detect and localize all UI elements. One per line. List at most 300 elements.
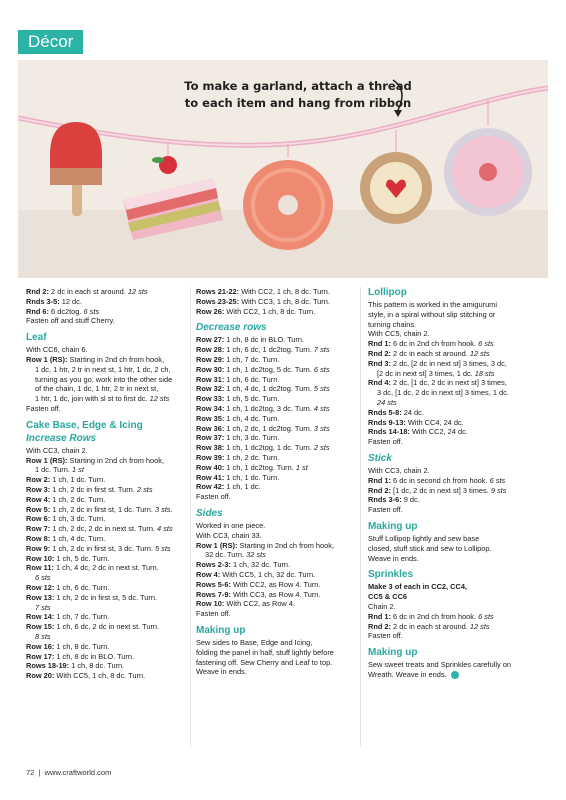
row-text: Fasten off. xyxy=(368,437,403,447)
stitch-count: 12 sts xyxy=(469,348,490,358)
garland-note-line-1: To make a garland, attach a thread xyxy=(184,79,412,93)
row-label: Row 14: xyxy=(26,612,55,622)
row-label: Row 27: xyxy=(196,335,225,345)
instruction-line xyxy=(368,544,546,554)
row-text: closed, stuff stick and sew to Lollipop. xyxy=(368,543,492,553)
row-label: Row 9: xyxy=(26,543,51,553)
row-label: Row 13: xyxy=(26,592,55,602)
row-label: Row 3: xyxy=(26,484,51,494)
row-text: 1 ch, 2 dc, 2 dc in next st. Turn. xyxy=(50,524,158,534)
row-label: Row 30: xyxy=(196,364,225,374)
row-text: 1 ch, 6 dc, 2 dc in next st. Turn. xyxy=(54,622,160,632)
instruction-line xyxy=(26,622,186,632)
row-label: Row 41: xyxy=(196,472,225,482)
row-label: Rnd 1: xyxy=(368,611,391,621)
row-text: Starting in 2nd ch from hook, xyxy=(237,540,335,550)
row-text: 32 dc. Turn. xyxy=(205,550,247,560)
instruction-line xyxy=(26,485,186,495)
row-label: Row 7: xyxy=(26,524,51,534)
row-text: 1 ch, 3 dc. Turn. xyxy=(224,433,280,443)
stitch-count: 6 sts xyxy=(313,364,330,374)
subsection-heading: Decrease rows xyxy=(196,322,267,334)
instruction-line xyxy=(196,404,354,414)
row-label: Row 31: xyxy=(196,374,225,384)
row-text: 1 ch, 2 dc in first st. Turn. xyxy=(50,484,137,494)
section-heading: Leaf xyxy=(26,332,47,344)
row-label: Rnds 9-13: xyxy=(368,417,406,427)
instruction-line xyxy=(368,612,546,622)
row-text: 1 htr, 1 dc, join with sl st to first dc. xyxy=(35,394,150,404)
row-label: Row 32: xyxy=(196,384,225,394)
instruction-line xyxy=(368,349,546,359)
row-label: Row 39: xyxy=(196,452,225,462)
row-label: Rows 7-9: xyxy=(196,589,231,599)
instruction-line xyxy=(26,554,186,564)
instruction-line xyxy=(368,388,546,398)
instruction-line xyxy=(26,632,186,642)
row-text: 2 dc in each st around. xyxy=(49,287,128,296)
row-text: 2 dc, [2 dc in next st] 3 times, 3 dc, xyxy=(391,358,507,368)
instruction-line xyxy=(196,307,354,317)
row-text: With CC3, 1 ch, 8 dc. Turn. xyxy=(239,296,330,306)
instruction-line xyxy=(368,300,546,310)
instruction-line xyxy=(196,287,354,297)
instruction-line xyxy=(26,544,186,554)
row-text: 6 dc2tog. xyxy=(49,306,84,316)
garland-photo xyxy=(18,60,548,278)
row-text: 1 ch, 8 dc in BLO. Turn. xyxy=(54,651,135,661)
instruction-line xyxy=(368,631,546,641)
instruction-line xyxy=(26,465,186,475)
instruction-line xyxy=(196,482,354,492)
row-text: 6 dc in 2nd ch from hook. xyxy=(391,611,479,621)
instruction-line xyxy=(26,583,186,593)
row-text: 1 ch, 8 dc. Turn. xyxy=(69,661,125,671)
row-text: 1 ch, 2 dc. Turn. xyxy=(50,494,106,504)
stitch-count: 6 sts xyxy=(478,339,494,349)
row-text: 1 ch, 2 dc. Turn. xyxy=(224,452,280,462)
row-text: 6 dc in 2nd ch from hook. xyxy=(391,339,479,349)
instruction-line xyxy=(26,307,186,317)
row-text: 1 ch, 7 dc. Turn. xyxy=(54,612,110,622)
row-text: Weave in ends. xyxy=(196,667,247,677)
row-label: Row 42: xyxy=(196,482,225,492)
row-text: 1 ch, 32 dc. Turn. xyxy=(230,560,291,570)
row-text: Weave in ends. xyxy=(368,553,419,563)
row-text: 1 ch, 4 dc. Turn. xyxy=(50,533,106,543)
instruction-line xyxy=(196,453,354,463)
row-text: 1 ch, 6 dc. Turn. xyxy=(224,374,280,384)
page-number: 72 xyxy=(26,768,35,777)
row-text: Wreath. Weave in ends. xyxy=(368,669,447,679)
row-text: With CC3, chain 2. xyxy=(26,445,88,455)
section-heading: Making up xyxy=(196,624,246,636)
row-text: Fasten off. xyxy=(196,492,231,502)
instruction-line xyxy=(368,320,546,330)
subsection-heading: Increase Rows xyxy=(26,432,97,444)
row-text: With CC3, chain 33. xyxy=(196,530,262,540)
row-label: Rows 23-25: xyxy=(196,296,240,306)
row-label: Row 2: xyxy=(26,475,51,485)
stitch-count: 8 sts xyxy=(35,631,51,641)
instruction-line xyxy=(368,378,546,388)
instruction-line xyxy=(196,521,354,531)
row-text: Stuff Lollipop lightly and sew base xyxy=(368,533,480,543)
instruction-line xyxy=(368,670,546,680)
row-text: 1 dc. Turn. xyxy=(35,465,72,475)
row-text: Sew sweet treats and Sprinkles carefully on xyxy=(368,660,511,670)
row-text: 3 dc, [1 dc, 2 dc in next st] 3 times, 1 dc. xyxy=(377,388,509,398)
instruction-line xyxy=(196,550,354,560)
stitch-count: 7 sts xyxy=(35,602,51,612)
instruction-line xyxy=(368,418,546,428)
instruction-line xyxy=(368,398,546,408)
instruction-line xyxy=(26,642,186,652)
row-text: Fasten off. xyxy=(26,403,61,413)
row-text: With CC5, 1 ch, 8 dc. Turn. xyxy=(54,671,146,681)
row-text: 1 ch, 2 dc in first st, 1 dc. Turn. xyxy=(50,504,155,514)
instruction-line xyxy=(196,384,354,394)
instruction-line xyxy=(26,524,186,534)
stitch-count: 4 sts xyxy=(313,403,330,413)
instruction-line xyxy=(368,495,546,505)
instruction-line xyxy=(368,534,546,544)
garland-note xyxy=(178,78,418,112)
instruction-line xyxy=(26,375,186,385)
row-text: 1 ch, 1 dc2tog, 5 dc. Turn. xyxy=(224,364,314,374)
row-text: With CC2, as Row 4. Turn. xyxy=(230,579,321,589)
row-text: [2 dc in next st] 3 times, 1 dc. xyxy=(377,368,475,378)
row-label: Row 36: xyxy=(196,423,225,433)
row-text: 1 ch, 1 dc2tog, 3 dc. Turn. xyxy=(224,403,314,413)
row-text: 1 ch, 1 dc. Turn. xyxy=(50,475,106,485)
instruction-line xyxy=(26,612,186,622)
row-label: Rnds 3-6: xyxy=(368,495,402,505)
instruction-line xyxy=(368,476,546,486)
instruction-line xyxy=(368,505,546,515)
instruction-line xyxy=(26,365,186,375)
section-heading: Making up xyxy=(368,647,418,659)
row-text: Fasten off. xyxy=(368,631,403,641)
row-text: Fasten off. xyxy=(368,505,403,515)
stitch-count: 5 sts xyxy=(154,543,171,553)
row-text: 1 ch, 8 dc. Turn. xyxy=(54,641,110,651)
row-text: folding the panel in half, stuff lightly before xyxy=(196,647,334,657)
row-label: Row 38: xyxy=(196,443,225,453)
pattern-column-2 xyxy=(196,287,354,677)
page-footer: 72 | www.craftworld.com xyxy=(26,768,112,777)
instruction-line xyxy=(368,660,546,670)
instruction-line xyxy=(368,339,546,349)
row-text: 1 ch, 8 dc in BLO. Turn. xyxy=(224,335,305,345)
instruction-line xyxy=(26,316,186,326)
row-label: Row 15: xyxy=(26,622,55,632)
column-divider xyxy=(360,287,361,747)
pattern-column-3 xyxy=(368,287,546,680)
section-tab: Décor xyxy=(18,30,83,54)
row-text: 9 dc. xyxy=(401,495,420,505)
row-text: Starting in 2nd ch from hook, xyxy=(67,354,165,364)
row-text: With CC6, chain 6. xyxy=(26,345,88,355)
row-text: With CC2, 24 dc. xyxy=(409,427,468,437)
row-label: Rnd 6: xyxy=(26,306,49,316)
instruction-line xyxy=(26,505,186,515)
row-text: 1 dc, 1 htr, 2 tr in next st, 1 htr, 1 dc, 2 ch, xyxy=(35,364,171,374)
row-text: 1 ch, 1 dc. xyxy=(224,482,261,492)
instruction-line xyxy=(26,495,186,505)
instruction-line xyxy=(26,384,186,394)
instruction-line xyxy=(368,622,546,632)
instruction-line xyxy=(196,560,354,570)
instruction-line xyxy=(196,394,354,404)
instruction-line xyxy=(196,297,354,307)
row-text: style, in a spiral without slip stitching or xyxy=(368,309,496,319)
instruction-note: CC5 & CC6 xyxy=(368,592,408,602)
instruction-note: Make 3 of each in CC2, CC4, xyxy=(368,582,467,592)
stitch-count: 6 sts xyxy=(489,475,506,485)
instruction-line xyxy=(196,473,354,483)
row-label: Row 1 (RS): xyxy=(196,540,238,550)
subsection-heading: Sides xyxy=(196,507,223,519)
instruction-line xyxy=(26,404,186,414)
section-heading: Sprinkles xyxy=(368,569,414,581)
row-label: Row 35: xyxy=(196,413,225,423)
row-text: 1 ch, 3 dc. Turn. xyxy=(50,514,106,524)
row-text: With CC2, as Row 4. xyxy=(224,599,295,609)
instruction-line xyxy=(26,573,186,583)
garland-note-line-2: to each item and hang from ribbon xyxy=(184,96,412,110)
website-link[interactable]: www.craftworld.com xyxy=(44,768,112,777)
instruction-line xyxy=(26,652,186,662)
row-label: Rnd 1: xyxy=(368,475,391,485)
instruction-line xyxy=(368,437,546,447)
row-label: Row 16: xyxy=(26,641,55,651)
row-label: Row 20: xyxy=(26,671,55,681)
instruction-line xyxy=(26,475,186,485)
row-text: This pattern is worked in the amigurumi xyxy=(368,300,497,309)
row-label: Rnd 2: xyxy=(368,485,391,495)
row-label: Row 10: xyxy=(26,553,55,563)
instruction-line xyxy=(196,355,354,365)
instruction-line xyxy=(196,433,354,443)
instruction-line xyxy=(368,486,546,496)
instruction-line xyxy=(368,466,546,476)
row-label: Rnd 2: xyxy=(368,348,391,358)
row-text: 1 ch, 2 dc in first st, 3 dc. Turn. xyxy=(50,543,155,553)
instruction-line xyxy=(196,345,354,355)
row-text: Starting in 2nd ch from hook, xyxy=(67,455,165,465)
instruction-line xyxy=(196,648,354,658)
instruction-line xyxy=(26,593,186,603)
row-label: Row 28: xyxy=(196,345,225,355)
row-label: Rows 21-22: xyxy=(196,287,240,296)
row-text: Fasten off and stuff Cherry. xyxy=(26,316,115,326)
row-label: Row 11: xyxy=(26,563,54,573)
instruction-line xyxy=(368,602,546,612)
row-text: 2 dc, [1 dc, 2 dc in next st] 3 times, xyxy=(391,378,507,388)
instruction-line xyxy=(196,443,354,453)
row-text: Fasten off. xyxy=(196,609,231,619)
instruction-line xyxy=(196,335,354,345)
row-text: 1 ch, 1 dc2tog. Turn. xyxy=(224,462,296,472)
stitch-count: 1 st xyxy=(295,462,308,472)
instruction-line xyxy=(368,329,546,339)
instruction-line xyxy=(368,408,546,418)
subsection-heading: Stick xyxy=(368,452,392,464)
instruction-line xyxy=(368,310,546,320)
row-label: Rows 5-6: xyxy=(196,579,231,589)
row-text: 1 ch, 6 dc. Turn. xyxy=(54,582,110,592)
row-label: Row 8: xyxy=(26,533,51,543)
row-text: 6 dc in second ch from hook. xyxy=(391,475,490,485)
end-mark-icon xyxy=(451,671,459,679)
instruction-line xyxy=(26,456,186,466)
row-label: Row 4: xyxy=(26,494,51,504)
instruction-line xyxy=(26,671,186,681)
row-label: Row 4: xyxy=(196,569,221,579)
column-divider xyxy=(190,287,191,747)
row-text: 1 ch, 2 dc, 1 dc2tog. Turn. xyxy=(224,423,314,433)
row-label: Rnd 2: xyxy=(368,621,391,631)
instruction-line xyxy=(26,355,186,365)
row-text: turning as you go, work into the other side xyxy=(35,374,173,384)
row-text: of the chain, 1 dc, 1 htr, 2 tr in next st, xyxy=(35,384,159,394)
instruction-line xyxy=(196,590,354,600)
row-label: Row 12: xyxy=(26,582,55,592)
stitch-count: 6 sts xyxy=(478,611,494,621)
row-text: 1 ch, 7 dc. Turn. xyxy=(224,354,280,364)
stitch-count: 3 sts xyxy=(313,423,330,433)
instruction-line xyxy=(26,345,186,355)
instruction-line xyxy=(368,427,546,437)
row-text: With CC3, as Row 4. Turn. xyxy=(230,589,321,599)
stitch-count: 2 sts xyxy=(313,443,330,453)
section-heading: Lollipop xyxy=(368,287,407,298)
stitch-count: 6 sts xyxy=(35,573,51,583)
row-label: Rnd 4: xyxy=(368,378,391,388)
row-label: Row 26: xyxy=(196,306,225,316)
instruction-line xyxy=(26,603,186,613)
instruction-line xyxy=(196,658,354,668)
row-text: 24 dc. xyxy=(401,407,424,417)
row-label: Row 17: xyxy=(26,651,55,661)
stitch-count: 32 sts xyxy=(246,550,266,560)
instruction-line xyxy=(196,667,354,677)
stitch-count: 3 sts. xyxy=(154,504,173,514)
row-label: Row 34: xyxy=(196,403,225,413)
row-text: turning chains. xyxy=(368,319,417,329)
stitch-count: 12 sts xyxy=(469,621,490,631)
instruction-line xyxy=(196,375,354,385)
section-heading: Cake Base, Edge & Icing xyxy=(26,419,143,431)
stitch-count: 6 sts xyxy=(83,306,100,316)
row-text: 1 ch, 6 dc, 1 dc2tog. Turn. xyxy=(224,345,314,355)
row-text: 1 ch, 2 dc in first st, 5 dc. Turn. xyxy=(54,592,158,602)
stitch-count: 5 sts xyxy=(313,384,330,394)
instruction-line xyxy=(196,414,354,424)
section-heading: Making up xyxy=(368,520,418,532)
row-label: Row 6: xyxy=(26,514,51,524)
instruction-line xyxy=(196,580,354,590)
instruction-line xyxy=(26,534,186,544)
row-text: 2 dc in each st around. xyxy=(391,621,470,631)
instruction-line xyxy=(26,297,186,307)
row-label: Row 1 (RS): xyxy=(26,354,68,364)
row-text: [1 dc, 2 dc in next st] 3 times. xyxy=(391,485,491,495)
row-text: 1 ch, 4 dc, 1 dc2tog. Turn. xyxy=(224,384,314,394)
row-label: Rnd 1: xyxy=(368,339,391,349)
row-label: Row 33: xyxy=(196,394,225,404)
row-label: Rnds 5-8: xyxy=(368,407,402,417)
row-text: 1 ch, 4 dc. Turn. xyxy=(224,413,280,423)
instruction-line xyxy=(196,638,354,648)
row-label: Rnds 3-5: xyxy=(26,296,60,306)
instruction-line xyxy=(26,514,186,524)
instruction-line xyxy=(196,463,354,473)
row-text: Worked in one piece. xyxy=(196,520,266,530)
row-text: Chain 2. xyxy=(368,601,396,611)
row-label: Row 1 (RS): xyxy=(26,455,68,465)
instruction-line xyxy=(368,359,546,369)
instruction-line xyxy=(196,570,354,580)
stitch-count: 2 sts xyxy=(136,484,153,494)
pattern-column-1 xyxy=(26,287,186,681)
row-label: Row 5: xyxy=(26,504,51,514)
row-text: 1 ch, 1 dc2tog, 1 dc. Turn. xyxy=(224,443,314,453)
row-text: Sew sides to Base, Edge and Icing, xyxy=(196,637,313,647)
row-text: With CC3, chain 2. xyxy=(368,465,430,475)
row-label: Row 37: xyxy=(196,433,225,443)
stitch-count: 4 sts xyxy=(157,524,173,534)
instruction-line xyxy=(368,554,546,564)
row-text: 1 ch, 5 dc. Turn. xyxy=(224,394,280,404)
row-label: Row 29: xyxy=(196,354,225,364)
instruction-line xyxy=(26,661,186,671)
row-text: 12 dc. xyxy=(59,296,82,306)
row-text: With CC5, chain 2. xyxy=(368,329,430,339)
instruction-line xyxy=(196,424,354,434)
instruction-line xyxy=(196,531,354,541)
row-text: With CC4, 24 dc. xyxy=(405,417,464,427)
stitch-count: 1 st xyxy=(71,465,84,475)
instruction-line xyxy=(196,609,354,619)
row-label: Row 40: xyxy=(196,462,225,472)
row-text: 1 ch, 4 dc, 2 dc in next st. Turn. xyxy=(53,563,159,573)
stitch-count: 18 sts xyxy=(474,368,495,378)
instruction-line xyxy=(196,492,354,502)
row-text: 2 dc in each st around. xyxy=(391,348,470,358)
instruction-line xyxy=(196,599,354,609)
row-label: Rows 2-3: xyxy=(196,560,231,570)
instruction-line xyxy=(26,563,186,573)
row-text: With CC2, 1 ch, 8 dc. Turn. xyxy=(224,306,316,316)
instruction-line xyxy=(26,446,186,456)
instruction-line xyxy=(368,369,546,379)
row-text: fastening off. Sew Cherry and Leaf to top. xyxy=(196,657,333,667)
row-label: Rows 18-19: xyxy=(26,661,70,671)
stitch-count: 9 sts xyxy=(490,485,507,495)
row-text: With CC2, 1 ch, 8 dc. Turn. xyxy=(239,287,330,296)
instruction-line xyxy=(26,394,186,404)
stitch-count: 12 sts xyxy=(127,287,148,296)
stitch-count: 7 sts xyxy=(313,345,330,355)
row-text: With CC5, 1 ch, 32 dc. Turn. xyxy=(220,569,316,579)
row-label: Row 10: xyxy=(196,599,225,609)
instruction-line xyxy=(196,541,354,551)
row-text: 1 ch, 1 dc. Turn. xyxy=(224,472,280,482)
row-label: Rnd 2: xyxy=(26,287,49,296)
row-text: 1 ch, 5 dc. Turn. xyxy=(54,553,110,563)
